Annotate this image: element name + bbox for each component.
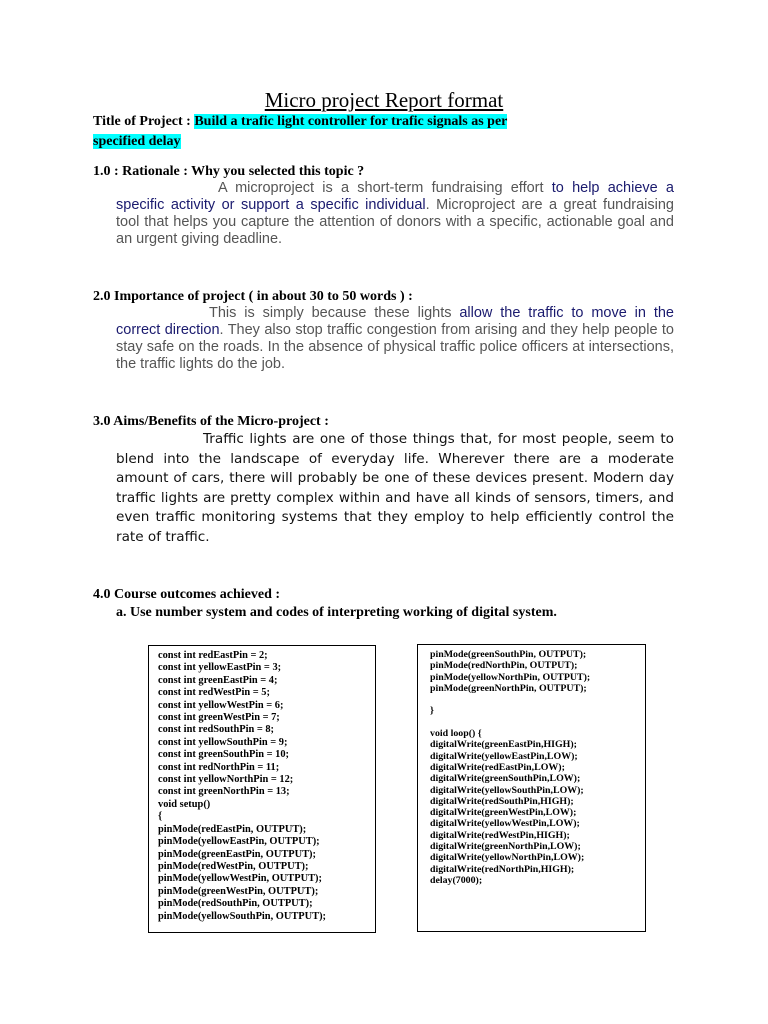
code-line: pinMode(greenNorthPin, OUTPUT); bbox=[430, 682, 587, 694]
section1-paragraph: A microproject is a short-term fundraising effort to help achieve a specific activity or support a specific individual. Microproject are a great fundraising tool that helps you capture the attention of donors with a specific, actionable goal and an urgent giving deadline. bbox=[116, 180, 675, 247]
code-box-left bbox=[148, 645, 376, 933]
code-line: digitalWrite(redWestPin,HIGH); bbox=[430, 829, 570, 841]
section2-paragraph: This is simply because these lights allow the traffic to move in the correct direction. They also stop traffic congestion from arising and they help people to stay safe on the roads. In the absence of physical traffic police officers at intersections, the traffic lights do the job. bbox=[116, 305, 674, 372]
code-line: digitalWrite(yellowWestPin,LOW); bbox=[430, 818, 580, 830]
code-box-right bbox=[417, 644, 646, 932]
code-line: pinMode(greenEastPin, OUTPUT); bbox=[158, 848, 316, 860]
page-title: Micro project Report format bbox=[264, 88, 504, 112]
code-line: digitalWrite(redSouthPin,HIGH); bbox=[430, 795, 574, 807]
project-title bbox=[93, 112, 563, 152]
code-line: digitalWrite(redNorthPin,HIGH); bbox=[430, 863, 575, 875]
code-line: const int yellowEastPin = 3; bbox=[158, 662, 282, 674]
code-line: } bbox=[430, 705, 434, 717]
code-line: digitalWrite(redEastPin,LOW); bbox=[430, 761, 565, 773]
code-line: const int greenNorthPin = 13; bbox=[158, 786, 290, 798]
code-line: digitalWrite(greenSouthPin,LOW); bbox=[430, 773, 581, 785]
code-line: pinMode(yellowNorthPin, OUTPUT); bbox=[430, 671, 591, 683]
code-line: const int yellowWestPin = 6; bbox=[158, 699, 284, 711]
section3-heading: 3.0 Aims/Benefits of the Micro-project : bbox=[93, 414, 329, 429]
code-line: digitalWrite(yellowSouthPin,LOW); bbox=[430, 784, 584, 796]
code-line: digitalWrite(greenWestPin,LOW); bbox=[430, 807, 577, 819]
project-title-line1: Build a trafic light controller for trafic signals as per bbox=[194, 114, 508, 129]
code-line: pinMode(redSouthPin, OUTPUT); bbox=[158, 898, 313, 910]
section2-heading: 2.0 Importance of project ( in about 30 to 50 words ) : bbox=[93, 289, 413, 304]
project-title-line2: specified delay bbox=[93, 134, 181, 149]
project-label: Title of Project : bbox=[93, 114, 195, 129]
code-line: const int yellowSouthPin = 9; bbox=[158, 736, 288, 748]
code-line: { bbox=[158, 811, 163, 823]
code-line: const int yellowNorthPin = 12; bbox=[158, 774, 294, 786]
code-line: pinMode(redEastPin, OUTPUT); bbox=[158, 823, 307, 835]
code-line: digitalWrite(yellowEastPin,LOW); bbox=[430, 750, 578, 762]
code-line: const int redEastPin = 2; bbox=[158, 650, 268, 661]
code-line: const int greenSouthPin = 10; bbox=[158, 749, 290, 761]
section4-heading: 4.0 Course outcomes achieved : bbox=[93, 587, 281, 602]
code-line bbox=[430, 694, 645, 705]
code-line: digitalWrite(yellowNorthPin,LOW); bbox=[430, 852, 585, 864]
code-line: digitalWrite(greenNorthPin,LOW); bbox=[430, 841, 581, 853]
code-line: pinMode(redWestPin, OUTPUT); bbox=[158, 860, 309, 872]
code-line: pinMode(yellowEastPin, OUTPUT); bbox=[158, 836, 320, 848]
code-line: pinMode(yellowWestPin, OUTPUT); bbox=[158, 873, 322, 885]
code-line: pinMode(yellowSouthPin, OUTPUT); bbox=[158, 910, 326, 922]
code-line: const int redSouthPin = 8; bbox=[158, 724, 275, 736]
code-line bbox=[430, 717, 645, 728]
section3-paragraph: Traffic lights are one of those things that, for most people, seem to blend into the landscape of everyday life. Wherever there are a moderate amount of cars, there will probably be one of these devices present. Modern day traffic lights are pretty complex within and have all kinds of sensors, timers, and even traffic monitoring systems that they employ to help efficiently control the rate of traffic. bbox=[116, 431, 674, 545]
code-line: const int greenEastPin = 4; bbox=[158, 674, 278, 686]
code-line: digitalWrite(greenEastPin,HIGH); bbox=[430, 739, 577, 751]
code-line: delay(7000); bbox=[430, 874, 483, 886]
section1-heading: 1.0 : Rationale : Why you selected this topic ? bbox=[93, 164, 365, 179]
code-line: const int redNorthPin = 11; bbox=[158, 761, 280, 773]
outcome-a: a. Use number system and codes of interpreting working of digital system. bbox=[116, 605, 557, 620]
code-line: const int redWestPin = 5; bbox=[158, 687, 270, 699]
code-line: pinMode(greenWestPin, OUTPUT); bbox=[158, 885, 319, 897]
code-line: pinMode(greenSouthPin, OUTPUT); bbox=[430, 649, 587, 660]
code-line: void setup() bbox=[158, 798, 211, 810]
code-line: void loop() { bbox=[430, 728, 482, 740]
code-line: const int greenWestPin = 7; bbox=[158, 712, 280, 724]
code-line: pinMode(redNorthPin, OUTPUT); bbox=[430, 660, 578, 672]
